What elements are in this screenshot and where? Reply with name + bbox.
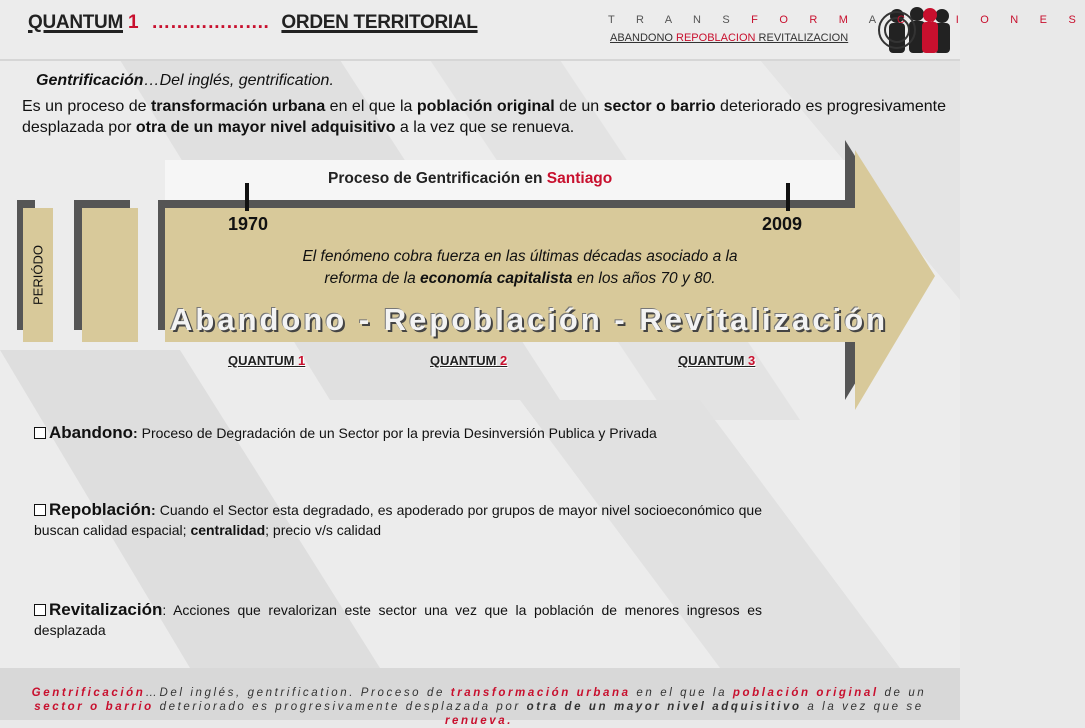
footer-t5: población original <box>732 687 879 699</box>
brand-sub-2: REPOBLACION <box>676 32 756 44</box>
slide-title <box>28 12 478 34</box>
quantum-3-label <box>678 353 755 368</box>
title-quantum: QUANTUM <box>28 12 123 33</box>
abandono-colon: : <box>133 425 138 441</box>
definition-abandono <box>34 423 762 443</box>
quantum-1-label <box>228 353 305 368</box>
intro-term: Gentrificación <box>36 72 144 89</box>
quantum-3-word: QUANTUM <box>678 353 749 368</box>
checkbox-bullet-icon <box>34 604 46 616</box>
intro-b4: otra de un mayor nivel adquisitivo <box>135 119 396 136</box>
timeline-title <box>328 170 612 188</box>
repo-term: Repoblación <box>49 500 152 519</box>
intro-b2: población original <box>416 98 555 115</box>
intro-paragraph <box>22 96 947 138</box>
quantum-1-word: QUANTUM <box>228 353 299 368</box>
tick-start <box>245 183 249 211</box>
revit-term: Revitalización <box>49 600 163 619</box>
desc-2b: economía capitalista <box>420 270 573 287</box>
periodo-label <box>23 208 53 342</box>
intro-p2: en el que la <box>325 98 417 115</box>
checkbox-bullet-icon <box>34 504 46 516</box>
desc-line-1: El fenómeno cobra fuerza en las últimas décadas asociado a la <box>302 248 738 265</box>
quantum-3-num: 3 <box>748 353 756 368</box>
title-dots: ………………. <box>151 12 269 33</box>
timeline-city: Santiago <box>546 170 613 187</box>
brand-wordmark <box>608 14 1085 26</box>
repo-colon: : <box>151 502 156 518</box>
title-quantum-number: 1 <box>127 12 139 33</box>
intro-origin: …Del inglés, gentrification. <box>143 72 334 89</box>
footer-t6: de un <box>878 687 927 699</box>
quantum-2-word: QUANTUM <box>430 353 501 368</box>
revit-text: : Acciones que revalorizan este sector una vez que la población de menores ingresos es desplazada <box>34 602 762 638</box>
brand-sub-1: ABANDONO <box>610 32 677 44</box>
periodo-text: PERIÓDO <box>30 245 46 305</box>
brand-subtitle <box>610 32 848 44</box>
footer-t3: transformación urbana <box>450 687 631 699</box>
year-end: 2009 <box>762 214 803 234</box>
intro-heading <box>36 72 334 90</box>
desc-2a: reforma de la <box>324 270 421 287</box>
tick-end <box>786 183 790 211</box>
process-stages-label: Abandono - Repoblación - Revitalización <box>170 302 889 337</box>
timeline-title-text: Proceso de Gentrificación en <box>328 170 547 187</box>
footer-t7: sector o barrio <box>34 701 154 713</box>
desc-line-2 <box>240 268 800 290</box>
abandono-term: Abandono <box>49 423 134 442</box>
title-section: ORDEN TERRITORIAL <box>281 12 478 33</box>
footer-t1: Gentrificación <box>31 687 146 699</box>
intro-b1: transformación urbana <box>150 98 326 115</box>
checkbox-bullet-icon <box>34 427 46 439</box>
definition-repoblacion <box>34 500 762 540</box>
intro-p4: deteriorado es progresivamente desplazada por <box>22 98 946 136</box>
footer-t8: deteriorado es progresivamente desplazada por <box>153 701 527 713</box>
repo-bold: centralidad <box>190 522 266 538</box>
footer-t10: a la vez que se <box>801 701 924 713</box>
quantum-2-num: 2 <box>500 353 508 368</box>
quantum-2-label <box>430 353 507 368</box>
repo-text-1: Cuando el Sector esta degradado, es apoderado por grupos de mayor nivel socioeconómico que buscan calidad espacial; <box>34 502 762 538</box>
repo-text-2: ; precio v/s calidad <box>265 522 382 538</box>
brand-part-1: T R A N S <box>608 14 752 26</box>
footer-text <box>14 686 944 728</box>
brand-part-3: A <box>868 14 897 26</box>
intro-p5: a la vez que se renueva. <box>395 119 575 136</box>
brand-part-2: F O R M <box>751 14 869 26</box>
year-start: 1970 <box>228 214 269 234</box>
quantum-1-num: 1 <box>298 353 306 368</box>
intro-b3: sector o barrio <box>603 98 716 115</box>
timeline-description <box>240 246 800 290</box>
definition-revitalizacion <box>34 600 762 640</box>
abandono-text: Proceso de Degradación de un Sector por la previa Desinversión Publica y Privada <box>137 425 657 441</box>
footer-t4: en el que la <box>630 687 733 699</box>
desc-2c: en los años 70 y 80. <box>572 270 716 287</box>
footer-t11: renueva. <box>444 715 514 727</box>
brand-sub-3: REVITALIZACION <box>755 32 849 44</box>
footer-t2: …Del inglés, gentrification. Proceso de <box>145 687 451 699</box>
brand-part-4: C C I O N E S <box>896 14 1085 26</box>
footer-t9: otra de un mayor nivel adquisitivo <box>526 701 802 713</box>
intro-p3: de un <box>554 98 604 115</box>
intro-p1: Es un proceso de <box>22 98 151 115</box>
